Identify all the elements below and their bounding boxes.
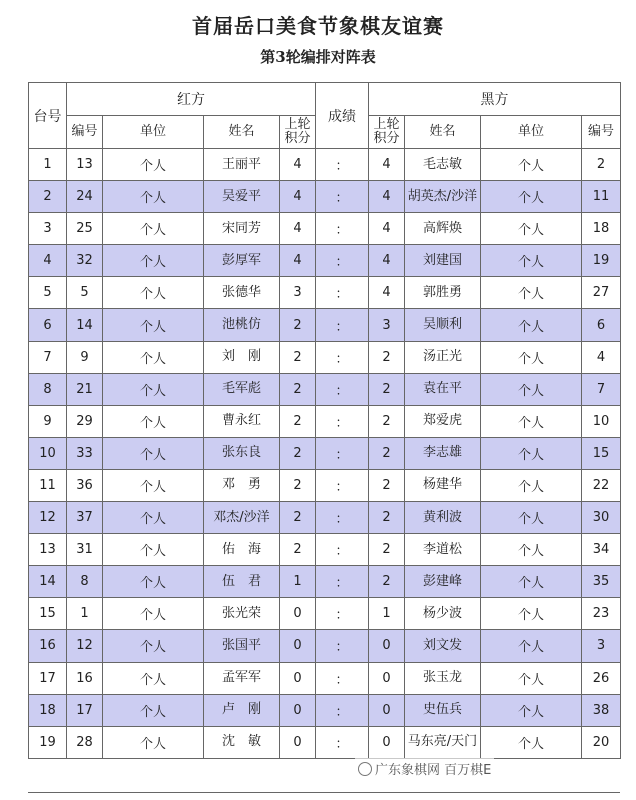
red-prev-score-cell: 0 [280, 630, 316, 662]
black-unit-cell: 个人 [481, 373, 582, 405]
table-row [29, 469, 621, 501]
black-name-cell: 胡英杰/沙洋 [405, 181, 481, 213]
red-number-cell: 28 [67, 726, 103, 758]
red-prev-score-cell: 1 [280, 566, 316, 598]
red-unit-cell: 个人 [103, 662, 204, 694]
red-number-cell: 8 [67, 566, 103, 598]
red-prev-score-cell: 0 [280, 598, 316, 630]
black-prev-score-cell: 2 [369, 341, 405, 373]
black-number-cell: 34 [582, 534, 621, 566]
red-prev-score-cell: 4 [280, 245, 316, 277]
red-name-cell: 宋同芳 [204, 213, 280, 245]
table-row [29, 566, 621, 598]
watermark-text: 广东象棋网 百万棋E [375, 763, 492, 778]
header-black-number: 编号 [582, 116, 621, 149]
red-unit-cell: 个人 [103, 726, 204, 758]
red-prev-score-cell: 0 [280, 694, 316, 726]
red-number-cell: 1 [67, 598, 103, 630]
black-unit-cell: 个人 [481, 534, 582, 566]
black-number-cell: 22 [582, 469, 621, 501]
red-prev-score-cell: 2 [280, 502, 316, 534]
table-no-cell: 1 [29, 149, 67, 181]
red-number-cell: 29 [67, 405, 103, 437]
table-no-cell: 15 [29, 598, 67, 630]
result-cell: ： [316, 309, 369, 341]
black-number-cell: 6 [582, 309, 621, 341]
red-name-cell: 曹永红 [204, 405, 280, 437]
black-number-cell: 35 [582, 566, 621, 598]
table-no-cell: 14 [29, 566, 67, 598]
header-black-unit: 单位 [481, 116, 582, 149]
table-bottom-rule [28, 792, 620, 793]
result-cell: ： [316, 598, 369, 630]
black-prev-score-cell: 0 [369, 662, 405, 694]
red-unit-cell: 个人 [103, 598, 204, 630]
red-name-cell: 伍 君 [204, 566, 280, 598]
table-row [29, 277, 621, 309]
header-result: 成绩 [316, 83, 369, 149]
red-name-cell: 池桃仿 [204, 309, 280, 341]
black-number-cell: 23 [582, 598, 621, 630]
red-prev-score-cell: 0 [280, 662, 316, 694]
red-name-cell: 张德华 [204, 277, 280, 309]
black-number-cell: 27 [582, 277, 621, 309]
result-cell: ： [316, 694, 369, 726]
black-number-cell: 4 [582, 341, 621, 373]
red-prev-score-cell: 4 [280, 213, 316, 245]
red-number-cell: 12 [67, 630, 103, 662]
black-name-cell: 张玉龙 [405, 662, 481, 694]
black-number-cell: 3 [582, 630, 621, 662]
red-prev-score-cell: 2 [280, 469, 316, 501]
result-cell: ： [316, 502, 369, 534]
red-prev-score-cell: 2 [280, 437, 316, 469]
red-unit-cell: 个人 [103, 502, 204, 534]
page-title: 首届岳口美食节象棋友谊赛 [192, 14, 444, 38]
result-cell: ： [316, 726, 369, 758]
black-number-cell: 15 [582, 437, 621, 469]
black-name-cell: 杨建华 [405, 469, 481, 501]
result-cell: ： [316, 213, 369, 245]
table-row [29, 373, 621, 405]
table-no-cell: 2 [29, 181, 67, 213]
red-unit-cell: 个人 [103, 566, 204, 598]
result-cell: ： [316, 534, 369, 566]
red-name-cell: 孟军军 [204, 662, 280, 694]
red-unit-cell: 个人 [103, 630, 204, 662]
result-cell: ： [316, 566, 369, 598]
header-red-number: 编号 [67, 116, 103, 149]
red-unit-cell: 个人 [103, 245, 204, 277]
black-unit-cell: 个人 [481, 437, 582, 469]
black-name-cell: 李道松 [405, 534, 481, 566]
black-prev-score-cell: 3 [369, 309, 405, 341]
red-name-cell: 吴爱平 [204, 181, 280, 213]
red-name-cell: 沈 敏 [204, 726, 280, 758]
header-black-prev-score: 上轮积分 [369, 116, 405, 149]
header-red-name: 姓名 [204, 116, 280, 149]
red-unit-cell: 个人 [103, 309, 204, 341]
table-no-cell: 3 [29, 213, 67, 245]
header-black: 黑方 [369, 83, 621, 116]
table-no-cell: 4 [29, 245, 67, 277]
header-red-prev-score: 上轮积分 [280, 116, 316, 149]
table-no-cell: 10 [29, 437, 67, 469]
black-name-cell: 袁在平 [405, 373, 481, 405]
result-cell: ： [316, 405, 369, 437]
red-prev-score-cell: 2 [280, 405, 316, 437]
table-no-cell: 11 [29, 469, 67, 501]
result-cell: ： [316, 181, 369, 213]
black-unit-cell: 个人 [481, 694, 582, 726]
result-cell: ： [316, 437, 369, 469]
table-row [29, 630, 621, 662]
black-number-cell: 20 [582, 726, 621, 758]
red-name-cell: 邓 勇 [204, 469, 280, 501]
table-no-cell: 16 [29, 630, 67, 662]
header-black-name: 姓名 [405, 116, 481, 149]
red-name-cell: 彭厚军 [204, 245, 280, 277]
red-name-cell: 王丽平 [204, 149, 280, 181]
result-cell: ： [316, 469, 369, 501]
black-name-cell: 黄利波 [405, 502, 481, 534]
black-name-cell: 马东亮/天门 [405, 726, 481, 758]
black-unit-cell: 个人 [481, 405, 582, 437]
black-prev-score-cell: 2 [369, 373, 405, 405]
red-number-cell: 17 [67, 694, 103, 726]
red-name-cell: 张光荣 [204, 598, 280, 630]
red-unit-cell: 个人 [103, 341, 204, 373]
table-no-cell: 19 [29, 726, 67, 758]
red-number-cell: 31 [67, 534, 103, 566]
red-number-cell: 36 [67, 469, 103, 501]
black-name-cell: 李志雄 [405, 437, 481, 469]
black-number-cell: 7 [582, 373, 621, 405]
page-subtitle: 第3轮编排对阵表 [260, 48, 376, 66]
black-prev-score-cell: 4 [369, 277, 405, 309]
table-no-cell: 12 [29, 502, 67, 534]
black-name-cell: 刘文发 [405, 630, 481, 662]
red-prev-score-cell: 4 [280, 181, 316, 213]
result-cell: ： [316, 662, 369, 694]
red-unit-cell: 个人 [103, 277, 204, 309]
red-prev-score-cell: 4 [280, 149, 316, 181]
black-number-cell: 19 [582, 245, 621, 277]
table-row [29, 149, 621, 181]
black-unit-cell: 个人 [481, 502, 582, 534]
black-unit-cell: 个人 [481, 630, 582, 662]
red-unit-cell: 个人 [103, 437, 204, 469]
black-unit-cell: 个人 [481, 277, 582, 309]
red-unit-cell: 个人 [103, 469, 204, 501]
red-number-cell: 24 [67, 181, 103, 213]
black-number-cell: 11 [582, 181, 621, 213]
black-unit-cell: 个人 [481, 662, 582, 694]
black-number-cell: 38 [582, 694, 621, 726]
red-number-cell: 13 [67, 149, 103, 181]
black-name-cell: 郭胜勇 [405, 277, 481, 309]
red-name-cell: 卢 刚 [204, 694, 280, 726]
result-cell: ： [316, 341, 369, 373]
red-prev-score-cell: 0 [280, 726, 316, 758]
wechat-icon [358, 762, 372, 776]
red-number-cell: 32 [67, 245, 103, 277]
black-unit-cell: 个人 [481, 341, 582, 373]
red-name-cell: 张国平 [204, 630, 280, 662]
table-row [29, 213, 621, 245]
table-row [29, 309, 621, 341]
table-no-cell: 13 [29, 534, 67, 566]
black-number-cell: 18 [582, 213, 621, 245]
table-row [29, 181, 621, 213]
black-unit-cell: 个人 [481, 213, 582, 245]
table-row [29, 437, 621, 469]
red-prev-score-cell: 2 [280, 309, 316, 341]
red-number-cell: 25 [67, 213, 103, 245]
black-prev-score-cell: 2 [369, 566, 405, 598]
black-prev-score-cell: 1 [369, 598, 405, 630]
black-unit-cell: 个人 [481, 309, 582, 341]
black-prev-score-cell: 2 [369, 469, 405, 501]
red-prev-score-cell: 2 [280, 341, 316, 373]
red-unit-cell: 个人 [103, 213, 204, 245]
table-row [29, 502, 621, 534]
table-row [29, 534, 621, 566]
red-number-cell: 5 [67, 277, 103, 309]
red-number-cell: 33 [67, 437, 103, 469]
black-prev-score-cell: 0 [369, 726, 405, 758]
black-prev-score-cell: 4 [369, 181, 405, 213]
black-name-cell: 高辉焕 [405, 213, 481, 245]
black-name-cell: 杨少波 [405, 598, 481, 630]
table-row [29, 598, 621, 630]
black-prev-score-cell: 2 [369, 534, 405, 566]
red-number-cell: 37 [67, 502, 103, 534]
header-red-unit: 单位 [103, 116, 204, 149]
black-unit-cell: 个人 [481, 726, 582, 758]
red-number-cell: 16 [67, 662, 103, 694]
black-name-cell: 毛志敏 [405, 149, 481, 181]
result-cell: ： [316, 277, 369, 309]
table-no-cell: 8 [29, 373, 67, 405]
black-prev-score-cell: 4 [369, 213, 405, 245]
black-number-cell: 26 [582, 662, 621, 694]
red-unit-cell: 个人 [103, 405, 204, 437]
black-unit-cell: 个人 [481, 181, 582, 213]
red-unit-cell: 个人 [103, 181, 204, 213]
black-name-cell: 彭建峰 [405, 566, 481, 598]
red-number-cell: 14 [67, 309, 103, 341]
black-name-cell: 史伍兵 [405, 694, 481, 726]
black-prev-score-cell: 2 [369, 405, 405, 437]
black-unit-cell: 个人 [481, 245, 582, 277]
red-name-cell: 张东良 [204, 437, 280, 469]
table-no-cell: 9 [29, 405, 67, 437]
result-cell: ： [316, 373, 369, 405]
black-name-cell: 郑爱虎 [405, 405, 481, 437]
table-no-cell: 7 [29, 341, 67, 373]
result-cell: ： [316, 149, 369, 181]
black-name-cell: 汤正光 [405, 341, 481, 373]
red-number-cell: 9 [67, 341, 103, 373]
red-unit-cell: 个人 [103, 149, 204, 181]
table-row [29, 245, 621, 277]
black-number-cell: 30 [582, 502, 621, 534]
header-table-no: 台号 [29, 83, 67, 149]
watermark [355, 758, 494, 779]
red-name-cell: 佑 海 [204, 534, 280, 566]
table-no-cell: 18 [29, 694, 67, 726]
black-unit-cell: 个人 [481, 598, 582, 630]
result-cell: ： [316, 245, 369, 277]
table-no-cell: 6 [29, 309, 67, 341]
table-row [29, 341, 621, 373]
red-unit-cell: 个人 [103, 694, 204, 726]
table-no-cell: 17 [29, 662, 67, 694]
black-prev-score-cell: 4 [369, 149, 405, 181]
black-number-cell: 10 [582, 405, 621, 437]
black-prev-score-cell: 0 [369, 694, 405, 726]
black-unit-cell: 个人 [481, 149, 582, 181]
red-prev-score-cell: 2 [280, 373, 316, 405]
table-row [29, 726, 621, 758]
header-red: 红方 [67, 83, 316, 116]
black-prev-score-cell: 0 [369, 630, 405, 662]
red-name-cell: 刘 刚 [204, 341, 280, 373]
black-prev-score-cell: 2 [369, 502, 405, 534]
pairing-table [28, 82, 621, 759]
red-prev-score-cell: 2 [280, 534, 316, 566]
red-unit-cell: 个人 [103, 373, 204, 405]
black-name-cell: 吴顺利 [405, 309, 481, 341]
red-number-cell: 21 [67, 373, 103, 405]
black-number-cell: 2 [582, 149, 621, 181]
red-unit-cell: 个人 [103, 534, 204, 566]
black-unit-cell: 个人 [481, 566, 582, 598]
result-cell: ： [316, 630, 369, 662]
table-row [29, 405, 621, 437]
black-prev-score-cell: 2 [369, 437, 405, 469]
black-prev-score-cell: 4 [369, 245, 405, 277]
black-unit-cell: 个人 [481, 469, 582, 501]
table-row [29, 694, 621, 726]
red-prev-score-cell: 3 [280, 277, 316, 309]
table-no-cell: 5 [29, 277, 67, 309]
black-name-cell: 刘建国 [405, 245, 481, 277]
table-row [29, 662, 621, 694]
red-name-cell: 邓杰/沙洋 [204, 502, 280, 534]
red-name-cell: 毛军彪 [204, 373, 280, 405]
